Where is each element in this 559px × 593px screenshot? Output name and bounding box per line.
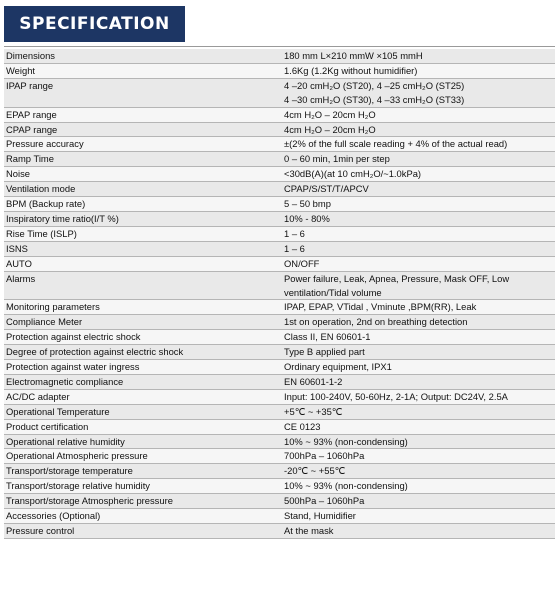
spec-value-line: 4 –20 cmH₂O (ST20), 4 –25 cmH₂O (ST25)	[284, 79, 465, 91]
spec-value-line: -20℃ ~ +55℃	[284, 465, 346, 477]
spec-value-line: 0 – 60 min, 1min per step	[284, 153, 390, 165]
spec-row	[4, 464, 555, 479]
spec-value	[280, 464, 555, 479]
spec-value	[280, 241, 555, 256]
spec-label: Inspiratory time ratio(I/T %)	[4, 211, 280, 226]
spec-label: Pressure control	[4, 524, 280, 539]
spec-value-line: 4cm H₂O – 20cm H₂O	[284, 123, 376, 135]
spec-label: Rise Time (ISLP)	[4, 226, 280, 241]
spec-label: BPM (Backup rate)	[4, 197, 280, 212]
spec-label: Monitoring parameters	[4, 300, 280, 315]
spec-value-line: 1st on operation, 2nd on breathing detection	[284, 316, 468, 328]
spec-label: CPAP range	[4, 122, 280, 137]
spec-value-line: 1 – 6	[284, 242, 305, 254]
spec-row	[4, 78, 555, 107]
spec-value-line: 180 mm L×210 mmW ×105 mmH	[284, 50, 423, 61]
spec-value	[280, 271, 555, 300]
spec-row	[4, 152, 555, 167]
spec-row	[4, 107, 555, 122]
spec-value	[280, 330, 555, 345]
spec-row	[4, 226, 555, 241]
spec-row	[4, 197, 555, 212]
spec-value-line: ventilation/Tidal volume	[284, 286, 382, 298]
spec-label: Ramp Time	[4, 152, 280, 167]
spec-value-line: 4 –30 cmH₂O (ST30), 4 –33 cmH₂O (ST33)	[284, 93, 465, 105]
spec-value-line: 700hPa – 1060hPa	[284, 450, 365, 462]
spec-value-line: Stand, Humidifier	[284, 510, 356, 522]
spec-row	[4, 122, 555, 137]
spec-value-line: 4cm H₂O – 20cm H₂O	[284, 108, 376, 120]
spec-value-line: +5℃ ~ +35℃	[284, 405, 343, 417]
spec-label: IPAP range	[4, 78, 280, 107]
spec-label: Operational relative humidity	[4, 434, 280, 449]
spec-value-line: 10% - 80%	[284, 212, 330, 224]
spec-row	[4, 479, 555, 494]
spec-value	[280, 404, 555, 419]
spec-value-line: 10% ~ 93% (non-condensing)	[284, 435, 408, 447]
section-title: SPECIFICATION	[4, 6, 185, 42]
spec-label: Accessories (Optional)	[4, 509, 280, 524]
spec-label: ISNS	[4, 241, 280, 256]
spec-value-line: Ordinary equipment, IPX1	[284, 361, 392, 373]
spec-value	[280, 494, 555, 509]
spec-row	[4, 256, 555, 271]
spec-value	[280, 49, 555, 63]
spec-row	[4, 330, 555, 345]
spec-label: Operational Temperature	[4, 404, 280, 419]
spec-row	[4, 63, 555, 78]
spec-row	[4, 137, 555, 152]
spec-value	[280, 182, 555, 197]
spec-row	[4, 345, 555, 360]
spec-value	[280, 389, 555, 404]
spec-row	[4, 360, 555, 375]
spec-value-line: Power failure, Leak, Apnea, Pressure, Mask OFF, Low	[284, 272, 510, 284]
spec-label: Dimensions	[4, 49, 280, 63]
spec-label: Ventilation mode	[4, 182, 280, 197]
spec-label: Operational Atmospheric pressure	[4, 449, 280, 464]
spec-value	[280, 479, 555, 494]
spec-value-line: Input: 100-240V, 50-60Hz, 2-1A; Output: DC24V, 2.5A	[284, 390, 508, 402]
spec-label: Protection against water ingress	[4, 360, 280, 375]
spec-row	[4, 389, 555, 404]
spec-value	[280, 226, 555, 241]
spec-value	[280, 63, 555, 78]
spec-row	[4, 241, 555, 256]
spec-label: AUTO	[4, 256, 280, 271]
spec-label: Pressure accuracy	[4, 137, 280, 152]
spec-value-line: 1 – 6	[284, 227, 305, 239]
spec-value	[280, 122, 555, 137]
spec-value-line: CPAP/S/ST/T/APCV	[284, 183, 369, 195]
spec-value-line: 10% ~ 93% (non-condensing)	[284, 480, 408, 492]
spec-label: Degree of protection against electric shock	[4, 345, 280, 360]
spec-value	[280, 300, 555, 315]
specification-table	[4, 49, 555, 539]
spec-value	[280, 374, 555, 389]
spec-value	[280, 509, 555, 524]
spec-value	[280, 152, 555, 167]
spec-value	[280, 419, 555, 434]
spec-row	[4, 182, 555, 197]
spec-row	[4, 315, 555, 330]
spec-value	[280, 256, 555, 271]
spec-label: Product certification	[4, 419, 280, 434]
spec-value-line: At the mask	[284, 525, 334, 536]
spec-value	[280, 434, 555, 449]
spec-row	[4, 494, 555, 509]
spec-value-line: EN 60601-1-2	[284, 375, 343, 387]
spec-row	[4, 434, 555, 449]
spec-label: Protection against electric shock	[4, 330, 280, 345]
spec-label: Weight	[4, 63, 280, 78]
spec-value	[280, 360, 555, 375]
spec-row	[4, 419, 555, 434]
spec-row	[4, 404, 555, 419]
spec-value	[280, 197, 555, 212]
spec-row	[4, 211, 555, 226]
spec-label: AC/DC adapter	[4, 389, 280, 404]
spec-value-line: 500hPa – 1060hPa	[284, 495, 365, 507]
spec-value-line: ±(2% of the full scale reading + 4% of the actual read)	[284, 138, 508, 150]
spec-label: Electromagnetic compliance	[4, 374, 280, 389]
spec-value	[280, 449, 555, 464]
spec-value-line: 5 – 50 bmp	[284, 198, 331, 210]
spec-label: Transport/storage relative humidity	[4, 479, 280, 494]
spec-value	[280, 524, 555, 539]
spec-value	[280, 78, 555, 107]
spec-label: Transport/storage temperature	[4, 464, 280, 479]
spec-value-line: Type B applied part	[284, 346, 365, 358]
spec-row	[4, 49, 555, 63]
spec-value-line: CE 0123	[284, 420, 321, 432]
spec-value	[280, 211, 555, 226]
spec-label: EPAP range	[4, 107, 280, 122]
spec-row	[4, 374, 555, 389]
spec-row	[4, 271, 555, 300]
spec-value	[280, 137, 555, 152]
spec-value	[280, 315, 555, 330]
spec-row	[4, 509, 555, 524]
spec-value	[280, 167, 555, 182]
spec-label: Alarms	[4, 271, 280, 300]
spec-row	[4, 449, 555, 464]
spec-value-line: IPAP, EPAP, VTidal , Vminute ,BPM(RR), Leak	[284, 301, 477, 313]
spec-value-line: Class II, EN 60601-1	[284, 331, 371, 343]
spec-label: Transport/storage Atmospheric pressure	[4, 494, 280, 509]
spec-value	[280, 107, 555, 122]
spec-label: Compliance Meter	[4, 315, 280, 330]
spec-row	[4, 300, 555, 315]
spec-row	[4, 167, 555, 182]
spec-value	[280, 345, 555, 360]
divider	[4, 46, 555, 47]
spec-value-line: ON/OFF	[284, 257, 320, 269]
spec-row	[4, 524, 555, 539]
spec-value-line: <30dB(A)(at 10 cmH₂O/~1.0kPa)	[284, 168, 422, 180]
spec-label: Noise	[4, 167, 280, 182]
spec-value-line: 1.6Kg (1.2Kg without humidifier)	[284, 64, 418, 76]
